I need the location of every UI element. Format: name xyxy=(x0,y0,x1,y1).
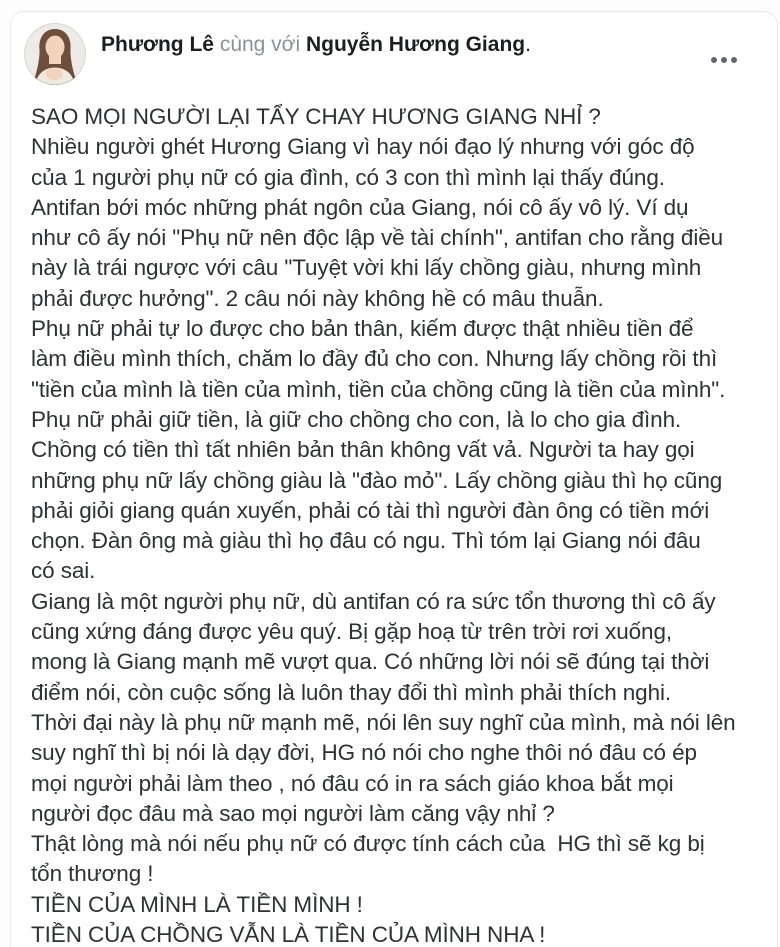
byline-connector: cùng với xyxy=(219,33,301,56)
post-text-line: Phụ nữ phải tự lo được cho bản thân, kiếm được thật nhiều tiền để xyxy=(31,316,694,342)
post-text-line: Thời đại này là phụ nữ mạnh mẽ, nói lên suy nghĩ của mình, mà nói lên xyxy=(31,709,736,735)
post-text-line: Phụ nữ phải giữ tiền, là giữ cho chồng cho con, là lo cho gia đình. xyxy=(31,406,682,432)
tagged-person-link[interactable]: Nguyễn Hương Giang xyxy=(305,33,526,56)
post-text-line: này là trái ngược với câu "Tuyệt vời khi lấy chồng giàu, nhưng mình xyxy=(31,255,702,281)
post-text-line: Chồng có tiền thì tất nhiên bản thân không vất vả. Người ta hay gọi xyxy=(31,437,695,463)
facebook-post-card xyxy=(10,11,778,947)
post-text-line: người đọc đâu mà sao mọi người làm căng vậy nhỉ ? xyxy=(31,800,555,826)
post-text-line: Giang là một người phụ nữ, dù antifan có ra sức tổn thương thì cô ấy xyxy=(31,588,716,614)
post-text-line: Thật lòng mà nói nếu phụ nữ có được tính cách của HG thì sẽ kg bị xyxy=(31,831,705,857)
post-text-line: như cô ấy nói "Phụ nữ nên độc lập về tài chính", antifan cho rằng điều xyxy=(31,225,724,251)
post-text-line: TIỀN CỦA MÌNH LÀ TIỀN MÌNH ! xyxy=(31,891,363,917)
profile-photo-woman-icon xyxy=(24,23,86,85)
post-text-line: mong là Giang mạnh mẽ vượt qua. Có những lời nói sẽ đúng tại thời xyxy=(31,649,710,675)
post-text-line: SAO MỌI NGƯỜI LẠI TẨY CHAY HƯƠNG GIANG NHỈ ? xyxy=(31,104,601,129)
byline-period: . xyxy=(525,33,531,56)
post-text-line: Nhiều người ghét Hương Giang vì hay nói đạo lý nhưng với góc độ xyxy=(31,134,695,160)
post-text-line: điểm nói, còn cuộc sống là luôn thay đổi thì mình phải thích nghi. xyxy=(31,679,672,705)
post-byline xyxy=(101,31,709,59)
post-text-line: làm điều mình thích, chăm lo đầy đủ cho con. Nhưng lấy chồng rồi thì xyxy=(31,346,718,372)
post-text-line: Antifan bới móc những phát ngôn của Giang, nói cô ấy vô lý. Ví dụ xyxy=(31,194,689,220)
post-text-line: "tiền của mình là tiền của mình, tiền của chồng cũng là tiền của mình". xyxy=(31,376,726,402)
ellipsis-dot-icon xyxy=(721,57,727,63)
ellipsis-dot-icon xyxy=(731,57,737,63)
avatar[interactable] xyxy=(24,23,86,85)
post-text-line: của 1 người phụ nữ có gia đình, có 3 con thì mình lại thấy đúng. xyxy=(31,164,665,190)
author-link[interactable]: Phương Lê xyxy=(101,33,214,56)
post-text-line: có sai. xyxy=(31,558,96,584)
post-header xyxy=(11,12,777,85)
post-text-line: chọn. Đàn ông mà giàu thì họ đâu có ngu. Thì tóm lại Giang nói đâu xyxy=(31,528,701,554)
more-options-button[interactable] xyxy=(709,53,739,67)
ellipsis-dot-icon xyxy=(711,57,717,63)
post-text-line: TIỀN CỦA CHỒNG VẪN LÀ TIỀN CỦA MÌNH NHA ! xyxy=(31,922,546,947)
post-text-line: suy nghĩ thì bị nói là dạy đời, HG nó nói cho nghe thôi nó đâu có ép xyxy=(31,740,697,766)
post-text-line: cũng xứng đáng được yêu quý. Bị gặp hoạ từ trên trời rơi xuống, xyxy=(31,619,673,645)
post-text-line: mọi người phải làm theo , nó đâu có in ra sách giáo khoa bắt mọi xyxy=(31,770,674,796)
post-text xyxy=(11,102,777,947)
post-text-line: tổn thương ! xyxy=(31,861,154,887)
post-text-line: phải được hưởng". 2 câu nói này không hề có mâu thuẫn. xyxy=(31,285,604,311)
post-text-line: phải giỏi giang quán xuyến, phải có tài thì người đàn ông có tiền mới xyxy=(31,497,710,523)
post-text-line: những phụ nữ lấy chồng giàu là "đào mỏ". Lấy chồng giàu thì họ cũng xyxy=(31,467,723,493)
